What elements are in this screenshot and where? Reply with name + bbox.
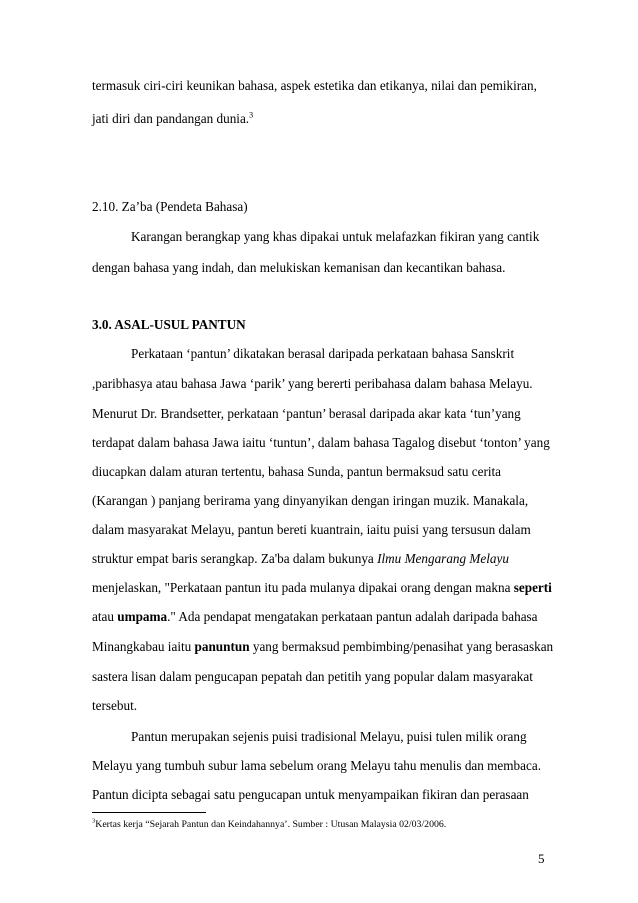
body-text-line xyxy=(92,580,552,596)
footnote-reference: 3 xyxy=(249,110,254,120)
body-text-line xyxy=(92,551,509,567)
body-text-line: tersebut. xyxy=(92,698,138,713)
footnote xyxy=(92,819,446,831)
body-text-line: Pantun merupakan sejenis puisi tradisional Melayu, puisi tulen milik orang xyxy=(131,729,527,744)
text-span: atau xyxy=(92,609,118,624)
body-text-line: terdapat dalam bahasa Jawa iaitu ‘tuntun’, dalam bahasa Tagalog disebut ‘tonton’ yang xyxy=(92,435,550,450)
text-span: menjelaskan, "Perkataan pantun itu pada mulanya dipakai orang dengan makna xyxy=(92,580,514,595)
text-span: yang bermaksud pembimbing/penasihat yang berasaskan xyxy=(249,639,554,654)
body-text-line: termasuk ciri-ciri keunikan bahasa, aspek estetika dan etikanya, nilai dan pemikiran, xyxy=(92,78,537,93)
text-span: Minangkabau iaitu xyxy=(92,639,195,654)
body-text-line xyxy=(92,111,253,127)
text-span: ." Ada pendapat mengatakan perkataan pantun adalah daripada bahasa xyxy=(167,609,538,624)
footnote-divider xyxy=(92,812,206,813)
bold-term: umpama xyxy=(117,609,168,624)
footnote-text: Kertas kerja “Sejarah Pantun dan Keindahannya’. Sumber : Utusan Malaysia 02/03/2006. xyxy=(95,819,447,830)
bold-term: panuntun xyxy=(194,639,250,654)
body-text-line: Karangan berangkap yang khas dipakai untuk melafazkan fikiran yang cantik xyxy=(131,229,540,244)
body-text-line xyxy=(92,639,553,655)
bold-term: seperti xyxy=(513,580,552,595)
body-text-line: diucapkan dalam aturan tertentu, bahasa Sunda, pantun bermaksud satu cerita xyxy=(92,464,502,479)
section-heading-3-0: 3.0. ASAL-USUL PANTUN xyxy=(92,317,246,332)
body-text-line: sastera lisan dalam pengucapan pepatah dan petitih yang popular dalam masyarakat xyxy=(92,669,533,684)
body-text-line: Menurut Dr. Brandsetter, perkataan ‘pantun’ berasal daripada akar kata ‘tun’yang xyxy=(92,406,521,421)
page-number: 5 xyxy=(538,851,545,866)
body-text-line: dengan bahasa yang indah, dan melukiskan kemanisan dan kecantikan bahasa. xyxy=(92,260,506,275)
body-text-line xyxy=(92,609,538,625)
text-span: struktur empat baris serangkap. Za'ba dalam bukunya xyxy=(92,551,378,566)
body-text-line: Melayu yang tumbuh subur lama sebelum orang Melayu tahu menulis dan membaca. xyxy=(92,758,541,773)
text-span: jati diri dan pandangan dunia. xyxy=(92,111,250,126)
body-text-line: (Karangan ) panjang berirama yang dinyanyikan dengan iringan muzik. Manakala, xyxy=(92,493,529,508)
body-text-line: Pantun dicipta sebagai satu pengucapan untuk menyampaikan fikiran dan perasaan xyxy=(92,787,529,802)
book-title: Ilmu Mengarang Melayu xyxy=(377,551,509,566)
body-text-line: Perkataan ‘pantun’ dikatakan berasal daripada perkataan bahasa Sanskrit xyxy=(131,346,515,361)
footnote-number: 3 xyxy=(92,817,96,825)
body-text-line: dalam masyarakat Melayu, pantun bereti kuantrain, iaitu puisi yang tersusun dalam xyxy=(92,522,531,537)
section-heading-2-10: 2.10. Za’ba (Pendeta Bahasa) xyxy=(92,199,248,214)
body-text-line: ,paribhasya atau bahasa Jawa ‘parik’ yang bererti peribahasa dalam bahasa Melayu. xyxy=(92,376,533,391)
